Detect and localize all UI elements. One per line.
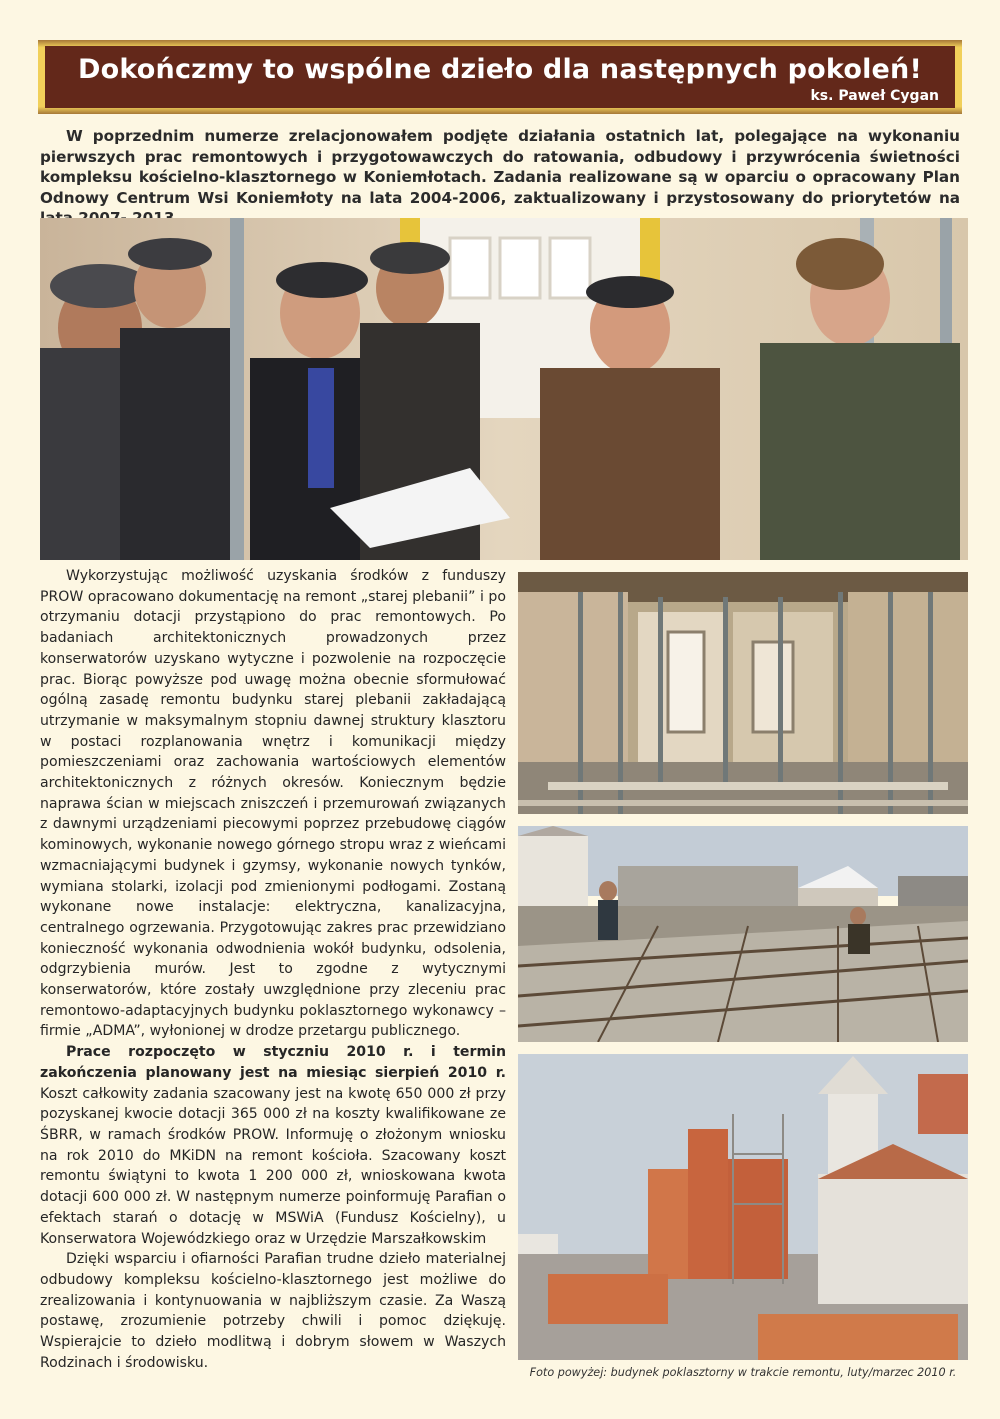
- photo-caption: Foto powyżej: budynek poklasztorny w trakcie remontu, luty/marzec 2010 r.: [529, 1366, 957, 1379]
- photo-brick-walls-church: [518, 1054, 968, 1360]
- photo-interior-scaffolding: [518, 572, 968, 814]
- body-paragraph-1: Wykorzystując możliwość uzyskania środków z funduszy PROW opracowano dokumentację na remont „starej plebanii” i po otrzymaniu dotacji przystąpiono do prac remontowych. Po badaniach architektonicznych prowadzonych przez konserwatorów uzyskano wytyczne i pozwolenie na rozpoczęcie prac. Biorąc powyższe pod uwagę można obecnie sformułować ogólną zasadę remontu budynku starej plebanii zakładającą utrzymanie w maksymalnym stopniu dawnej struktury klasztoru w postaci rozplanowania wnętrz i komunikacji między pomieszczeniami oraz zachowania wartościowych elementów architektonicznych z różnych okresów. Koniecznym będzie naprawa ścian w miejscach zniszczeń i przemurowań związanych z dawnymi urządzeniami piecowymi poprzez przebudowę ciągów kominowych, wykonanie nowego górnego stropu wraz z wieńcami wzmacniającymi budynek i gzymsy, wykonanie nowych tynków, wymiana stolarki, izolacji pod zmienionymi podłogami. Zostaną wykonane nowe instalacje: elektryczna, kanalizacyjna, centralnego ogrzewania. Przygotowując zakres prac przewidziano konieczność wykonania odwodnienia wokół budynku, odsolenia, odgrzybienia murów. Jest to zgodne z wytycznymi konserwatorów, które zostały uwzględnione przy zleceniu prac remontowo-adaptacyjnych budynku poklasztornego wykonawcy – firmie „ADMA”, wyłonionej w drodze przetargu publicznego.: [40, 568, 506, 1040]
- body-paragraph-3: Dzięki wsparciu i ofiarności Parafian trudne dzieło materialnej odbudowy kompleksu kościelno-klasztornego jest możliwe do zrealizowania i kontynuowania w najbliższym czasie. Za Waszą postawę, zrozumienie potrzeby chwili i pomoc dziękuję. Wspierajcie to dzieło modlitwą i dobrym słowem w Waszych Rodzinach i środowisku.: [40, 1251, 506, 1371]
- title-banner-inner: [45, 46, 955, 108]
- article-author: ks. Paweł Cygan: [810, 88, 939, 104]
- intro-paragraph: W poprzednim numerze zrelacjonowałem podjęte działania ostatnich lat, polegające na wykonaniu pierwszych prac remontowych i przygotowawczych do ratowania, odbudowy i przywrócenia świetności kompleksu kościelno-klasztornego w Koniemłotach. Zadania realizowane są w oparciu o opracowany Plan Odnowy Centrum Wsi Koniemłoty na lata 2004-2006, zaktualizowany i przystosowany do priorytetów na: [40, 127, 960, 207]
- photo-roof-construction: [518, 826, 968, 1042]
- body-paragraph-2: [40, 1042, 506, 1249]
- body-paragraph-2-lead: Prace rozpoczęto w styczniu 2010 r. i termin zakończenia planowany jest na miesiąc sierpień 2010 r.: [40, 1044, 506, 1081]
- body-paragraph-2-rest: Koszt całkowity zadania szacowany jest na kwotę 650 000 zł przy pozyskanej kwocie dotacji 365 000 zł na koszty kwalifikowane ze ŚBRR, w ramach środków PROW. Informuję o złożonym wniosku na rok 2010 do MKiDN na remont kościoła. Szacowany koszt remontu świątyni to kwota 1 200 000 zł, wnioskowana kwota dotacji 600 000 zł. W następnym numerze poinformuję Parafian o efektach starań o dotację w MSWiA (Fundusz Kościelny), u Konserwatora Wojewódzkiego oraz w Urzędzie Marszałkowskim: [40, 1085, 506, 1247]
- article-title: Dokończmy to wspólne dzieło dla następnych pokoleń!: [78, 54, 922, 85]
- main-text-column: [40, 566, 506, 1373]
- title-banner: [38, 40, 962, 114]
- photo-group-men: [40, 218, 968, 560]
